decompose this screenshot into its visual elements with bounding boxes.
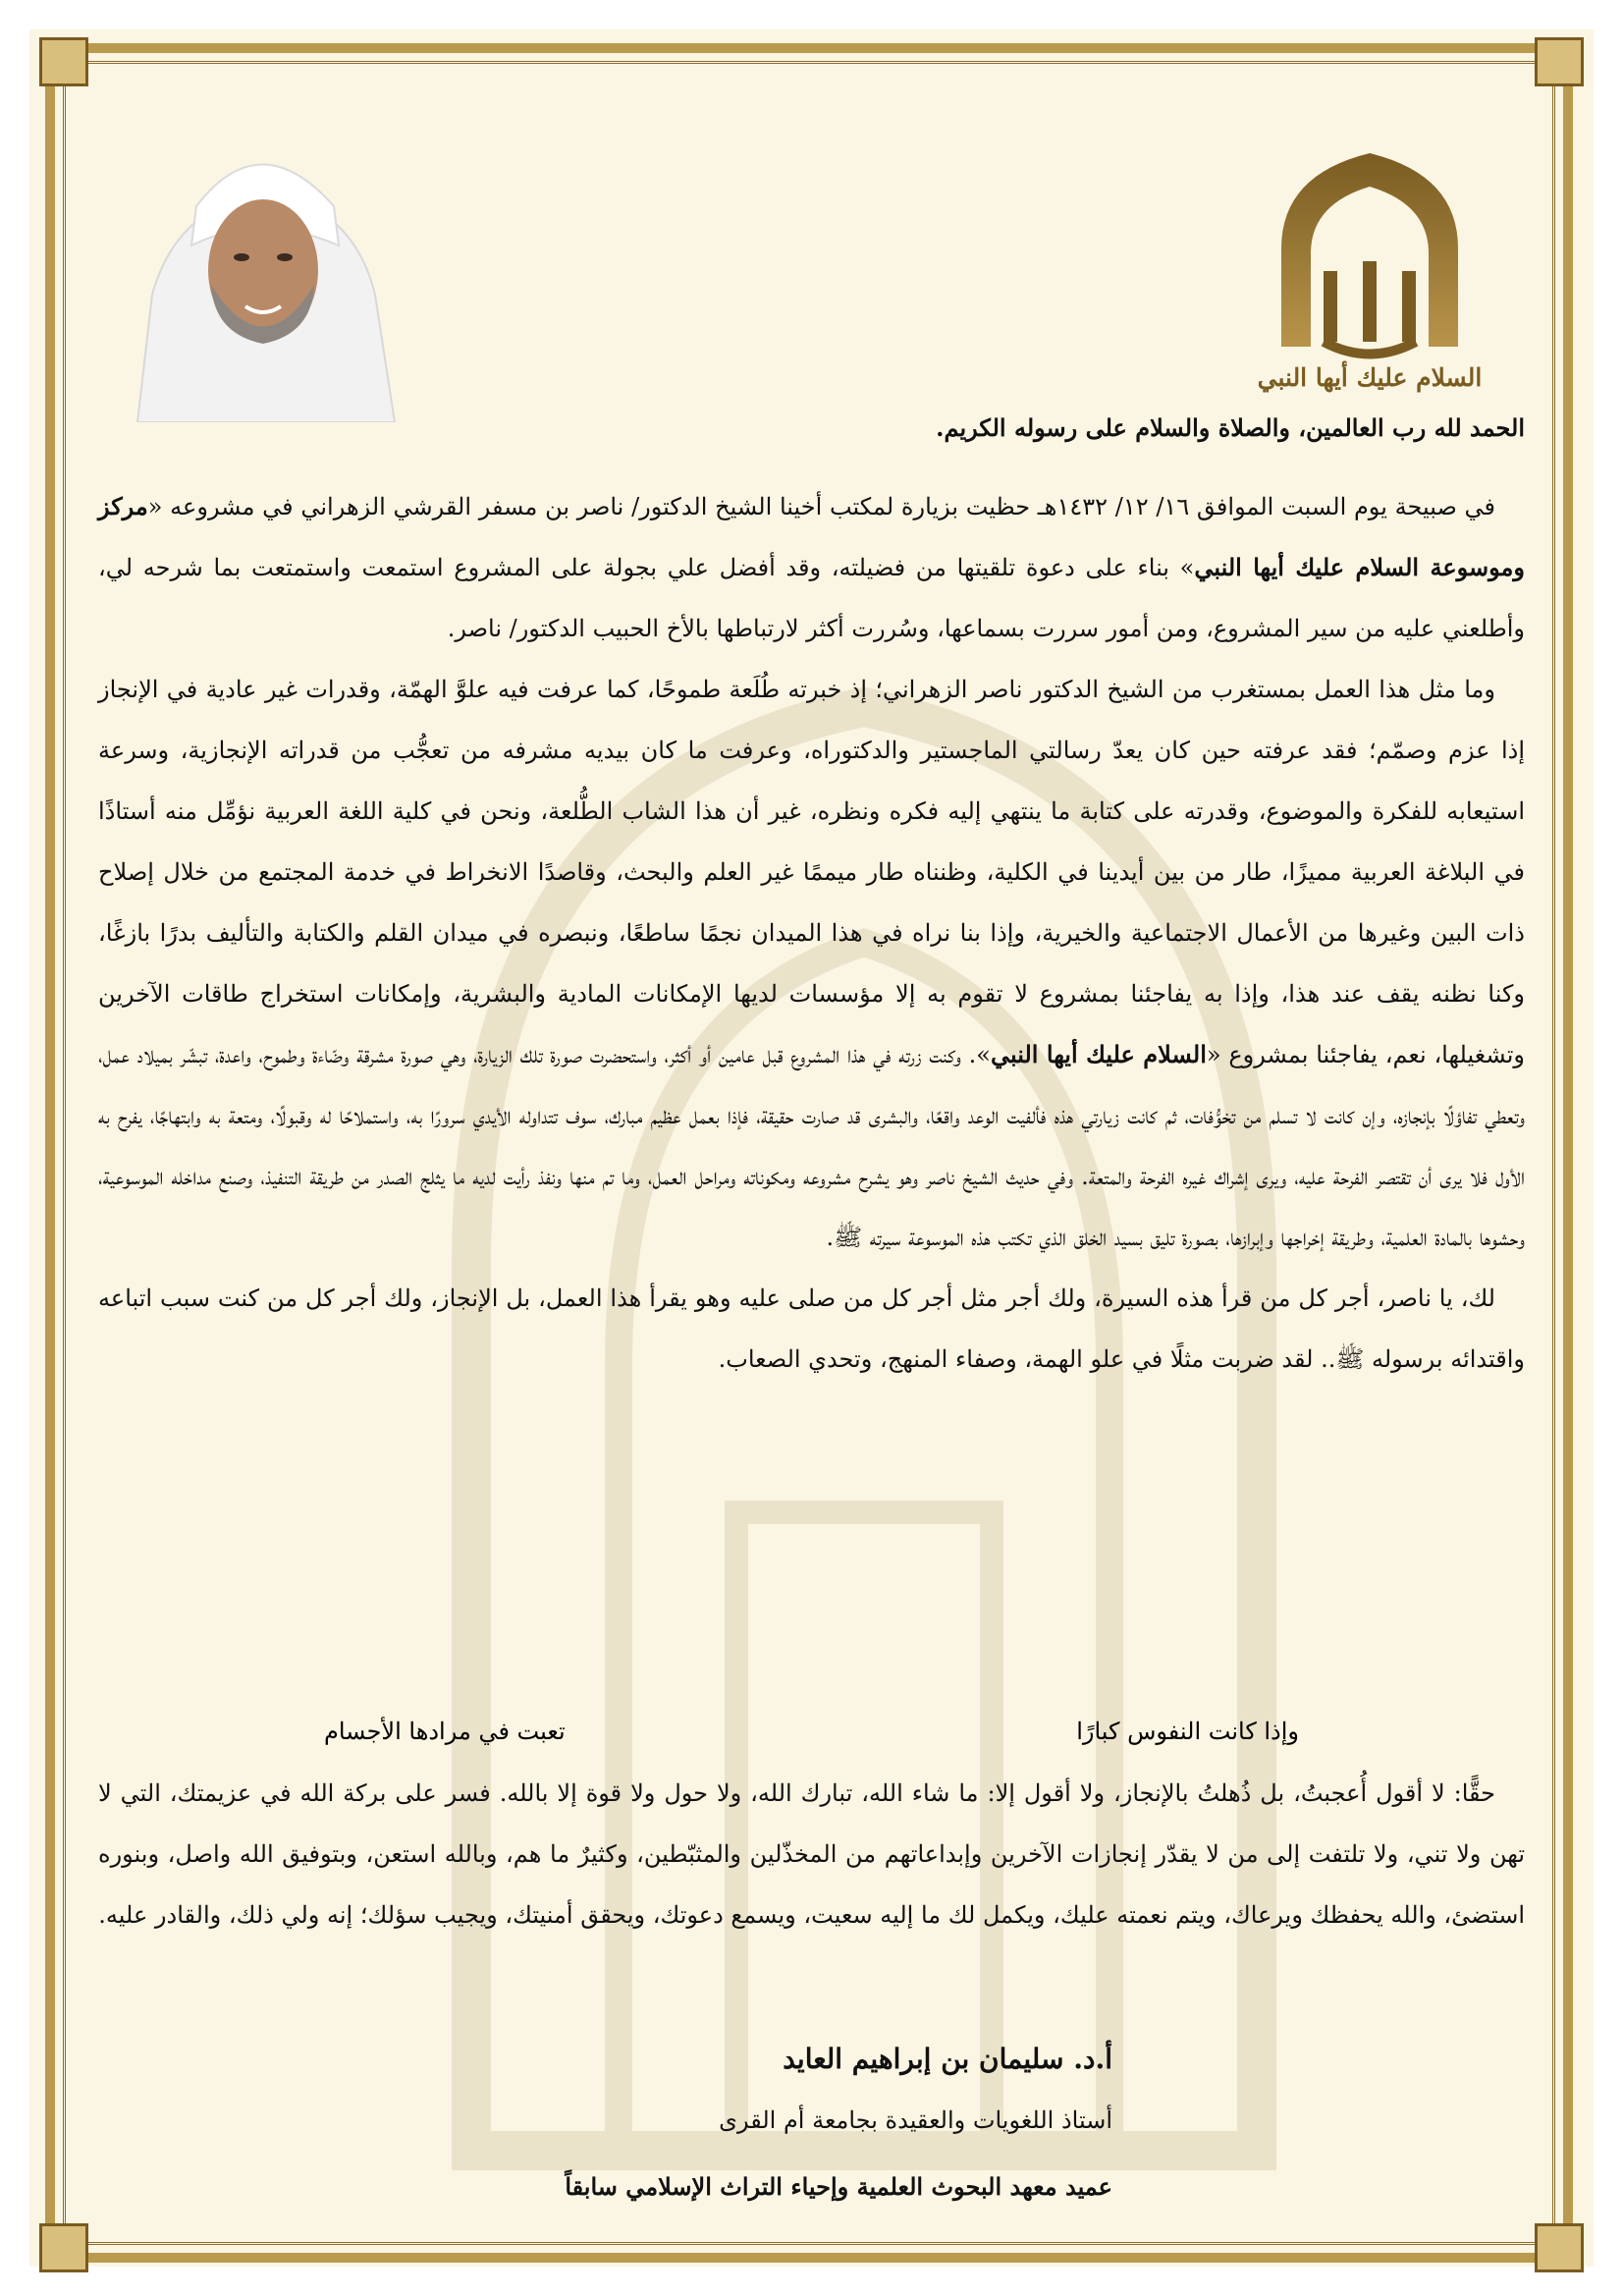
letter-closing <box>98 1763 1525 1945</box>
verse-second-hemistich: تعبت في مرادها الأجسام <box>324 1718 566 1745</box>
letter-body <box>98 476 1525 1390</box>
project-name: مركز وموسوعة السلام عليك أيها النبي <box>98 492 1525 581</box>
paragraph: حقًّا: لا أقول أُعجبتُ، بل ذُهلتُ بالإنجاز، ولا أقول إلا: ما شاء الله، تبارك الله، ولا حول ولا قوة إلا بالله. فسر على بركة الله في عزيمتك، التي لا تهن ولا تني، ولا تلتفت إلى من لا يقدّر إنجازات الآخرين وإبداعاتهم من المخذّلين والمثبّطين، وكثيرٌ ما هم، وبالله استعن، وبتوفيق الله واصل، وبنوره استضئ، والله يحفظك ويرعاك، ويتم نعمته عليك، ويكمل لك ما إليه سعيت، ويسمع دعوتك، ويحقق أمنيتك، ويجيب سؤلك؛ إنه ولي ذلك، والقادر عليه. <box>98 1779 1525 1929</box>
logo <box>1227 145 1512 430</box>
project-name: السلام عليك أيها النبي <box>990 1040 1207 1068</box>
signature-title: أستاذ اللغويات والعقيدة بجامعة أم القرى <box>719 2106 1112 2134</box>
corner-ornament-icon <box>39 2223 88 2272</box>
corner-ornament-icon <box>1535 2223 1584 2272</box>
letter-opening: الحمد لله رب العالمين، والصلاة والسلام على رسوله الكريم. <box>936 413 1525 442</box>
paragraph: في صبيحة يوم السبت الموافق ١٦/ ١٢/ ١٤٣٢هـ حظيت بزيارة لمكتب أخينا الشيخ الدكتور/ ناصر بن مسفر القرشي الزهراني في مشروعه «مركز وموسوعة السلام عليك أيها النبي» بناء على دعوة تلقيتها من فضيلته، وقد أفضل علي بجولة على المشروع استمعت واستمتعت بما شرحه لي، وأطلعني عليه من سير المشروع، ومن أمور سررت بسماعها، وسُررت أكثر لارتباطها بالأخ الحبيب الدكتور/ ناصر. <box>98 492 1525 642</box>
signature-name: أ.د. سليمان بن إبراهيم العايد <box>783 2043 1112 2075</box>
poetry-verse <box>324 1712 1299 1751</box>
signature-title: عميد معهد البحوث العلمية وإحياء التراث الإسلامي سابقاً <box>565 2172 1112 2201</box>
logo-caption: السلام عليك أيها النبي <box>1257 363 1483 392</box>
corner-ornament-icon <box>39 37 88 86</box>
paragraph: لك، يا ناصر، أجر كل من قرأ هذه السيرة، ولك أجر مثل أجر كل من صلى عليه وهو يقرأ هذا العمل، بل الإنجاز، ولك أجر كل من كنت سبب اتباعه واقتدائه برسوله ﷺ.. لقد ضربت مثلًا في علو الهمة، وصفاء المنهج، وتحدي الصعاب. <box>98 1285 1525 1373</box>
corner-ornament-icon <box>1535 37 1584 86</box>
author-photo <box>118 98 403 422</box>
verse-first-hemistich: وإذا كانت النفوس كبارًا <box>1076 1718 1299 1745</box>
paragraph: وما مثل هذا العمل بمستغرب من الشيخ الدكتور ناصر الزهراني؛ إذ خبرته طُلَعة طموحًا، كما عرفت فيه علوَّ الهمّة، وقدرات غير عادية في الإنجاز إذا عزم وصمّم؛ فقد عرفته حين كان يعدّ رسالتي الماجستير والدكتوراه، وعرفت ما كان بيديه مشرفه من تعجُّب من قدراته الإنجازية، وسرعة استيعابه للفكرة والموضوع، وقدرته على كتابة ما ينتهي إليه فكره ونظره، غير أن هذا الشاب الطُّلعة، ونحن في كلية اللغة العربية نؤمِّل منه أستاذًا في البلاغة العربية مميزًا، طار من بين أيدينا في الكلية، وظنناه طار ميممًا غير العلم والبحث، وقاصدًا الانخراط في خدمة المجتمع من خلال إصلاح ذات البين وغيرها من الأعمال الاجتماعية والخيرية، وإذا بنا نراه في هذا الميدان نجمًا ساطعًا، ونبصره في ميدان القلم والكتابة والتأليف بدرًا بازغًا، وكنا نظنه يقف عند هذا، وإذا به يفاجئنا بمشروع لا تقوم به إلا مؤسسات لديها الإمكانات المادية والبشرية، وإمكانات استخراج طاقات الآخرين وتشغيلها، نعم، يفاجئنا بمشروع «السلام عليك أيها النبي». وكنت زرته في هذا المشروع قبل عامين أو أكثر، واستحضرت صورة تلك الزيارة، وهي صورة مشرقة وضّاءة وطموح، واعدة، تبشّر بميلاد عمل، وتعطي تفاؤلًا بإنجازه، وإن كانت لا تسلم من تخوُّفات، ثم كانت زيارتي هذه فألفيت الوعد واقعًا، والبشرى قد صارت حقيقة، فإذا بعمل عظيم مبارك، سوف تتداوله الأيدي سرورًا به، واستملاحًا له وقبولًا، ومتعة به وابتهاجًا، يفرح به الأول فلا يرى أن تقتصر الفرحة عليه، ويرى إشراك غيره الفرحة والمتعة. وفي حديث الشيخ ناصر وهو يشرح مشروعه ومكوناته ومراحل العمل، وما تم منها ونفذ رأيت لديه ما يثلج الصدر من طريقة التنفيذ، وصنع مداخله الموسوعية، وحشوها بالمادة العلمية، وطريقة إخراجها وإبرازها، بصورة تليق بسيد الخلق الذي تكتب هذه الموسوعة سيرته ﷺ. <box>98 676 1526 1251</box>
